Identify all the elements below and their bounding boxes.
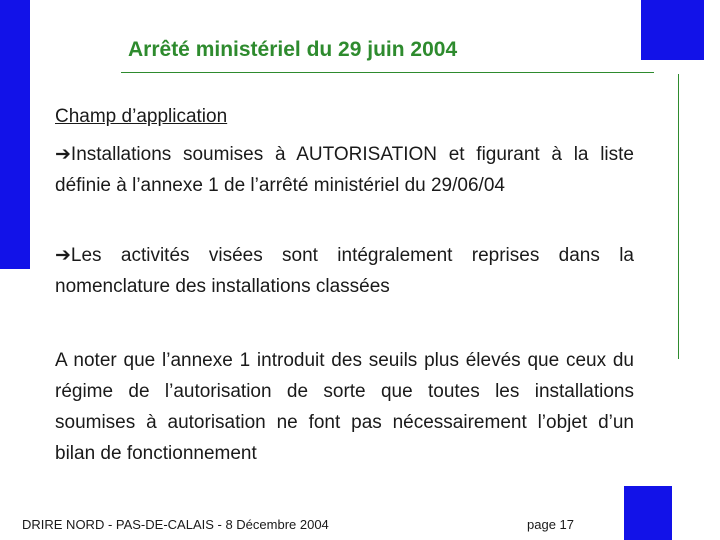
bottom-right-blue-square: [624, 486, 672, 540]
title-underline-divider: [121, 72, 654, 73]
section-heading: Champ d’application: [55, 106, 228, 127]
slide-title: Arrêté ministériel du 29 juin 2004: [128, 38, 458, 61]
note-paragraph: A noter que l’annexe 1 introduit des seuils plus élevés que ceux du régime de l’autorisation de sorte que toutes les installations soumises à autorisation ne font pas nécessairement l’objet d’un bilan de fonctionnement: [55, 350, 634, 464]
bullet-item: [55, 240, 634, 302]
bullet-text: Les activités visées sont intégralement reprises dans la nomenclature des installations classées: [55, 245, 634, 297]
bullet-text: Installations soumises à AUTORISATION et figurant à la liste définie à l’annexe 1 de l’arrêté ministériel du 29/06/04: [55, 144, 634, 196]
arrow-right-icon: ➔: [55, 245, 71, 266]
arrow-right-icon: ➔: [55, 144, 71, 165]
top-right-blue-square: [641, 0, 704, 60]
right-vertical-divider: [678, 74, 679, 359]
page-number: page 17: [527, 517, 574, 532]
bullet-item: [55, 139, 634, 201]
left-blue-bar: [0, 0, 30, 269]
footer-text: DRIRE NORD - PAS-DE-CALAIS - 8 Décembre 2004: [22, 517, 329, 532]
